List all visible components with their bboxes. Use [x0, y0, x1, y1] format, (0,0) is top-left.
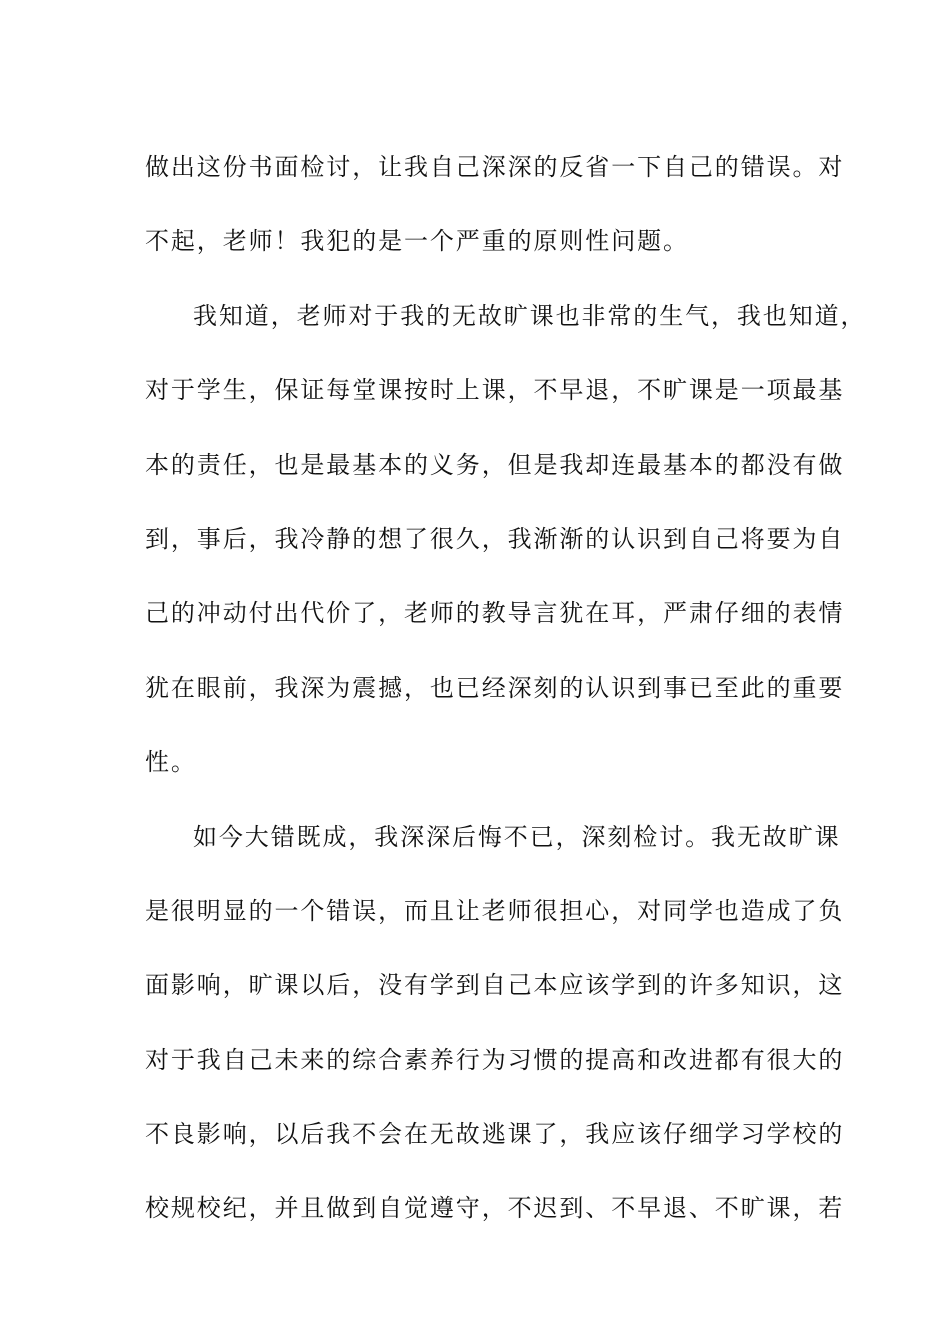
text-line: 校规校纪，并且做到自觉遵守，不迟到、不早退、不旷课，若: [145, 1194, 845, 1223]
text-line: 是很明显的一个错误，而且让老师很担心，对同学也造成了负: [145, 896, 845, 925]
text-line: 对于我自己未来的综合素养行为习惯的提高和改进都有很大的: [145, 1045, 845, 1074]
text-line: 不起，老师！我犯的是一个严重的原则性问题。: [145, 227, 689, 256]
text-line: 己的冲动付出代价了，老师的教导言犹在耳，严肃仔细的表情: [145, 599, 845, 628]
text-line: 犹在眼前，我深为震撼，也已经深刻的认识到事已至此的重要: [145, 673, 845, 702]
text-line: 到，事后，我冷静的想了很久，我渐渐的认识到自己将要为自: [145, 524, 845, 553]
text-line: 本的责任，也是最基本的义务，但是我却连最基本的都没有做: [145, 450, 845, 479]
document-body: [145, 130, 867, 1246]
text-line: 不良影响，以后我不会在无故逃课了，我应该仔细学习学校的: [145, 1120, 845, 1149]
text-line: 做出这份书面检讨，让我自己深深的反省一下自己的错误。对: [145, 153, 845, 181]
text-line: 对于学生，保证每堂课按时上课，不早退，不旷课是一项最基: [145, 376, 845, 405]
text-line: 我知道，老师对于我的无故旷课也非常的生气，我也知道，: [193, 301, 867, 330]
text-line: 面影响，旷课以后，没有学到自己本应该学到的许多知识，这: [145, 971, 845, 1000]
text-line: 如今大错既成，我深深后悔不已，深刻检讨。我无故旷课: [193, 822, 841, 851]
text-line: 性。: [145, 748, 197, 777]
